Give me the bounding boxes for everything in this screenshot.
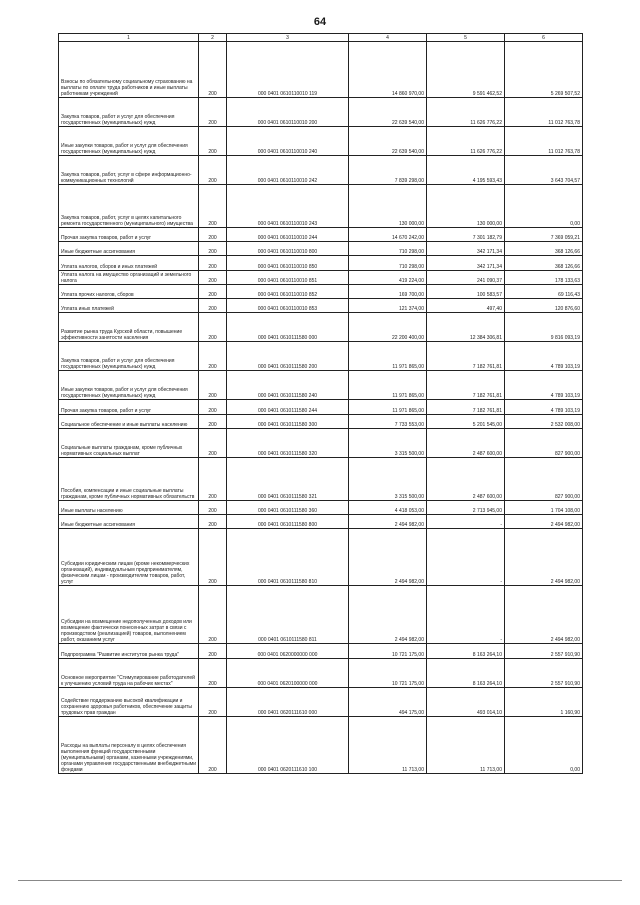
row-executed-amount-cell: 493 014,10 (427, 688, 505, 717)
row-classification-code-cell: 000 0401 0610110010 800 (227, 242, 349, 256)
row-unexecuted-amount-cell: 0,00 (505, 717, 583, 774)
table-row (59, 586, 583, 644)
row-approved-amount-cell: 494 175,00 (349, 688, 427, 717)
row-approved-amount-cell: 2 494 982,00 (349, 515, 427, 529)
row-executed-amount-cell: 8 163 264,10 (427, 644, 505, 659)
row-classification-code-cell: 000 0401 0610110010 240 (227, 127, 349, 156)
row-classification-code-cell: 000 0401 0610111580 240 (227, 371, 349, 400)
row-name-cell: Иные бюджетные ассигнования (59, 242, 199, 256)
row-executed-amount-cell: 2 713 945,00 (427, 501, 505, 515)
row-approved-amount-cell: 130 000,00 (349, 185, 427, 228)
row-executed-amount-cell: 7 182 761,81 (427, 342, 505, 371)
row-unexecuted-amount-cell: 11 012 763,78 (505, 127, 583, 156)
row-code-cell: 200 (199, 529, 227, 586)
row-approved-amount-cell: 2 494 982,00 (349, 529, 427, 586)
row-classification-code-cell: 000 0401 0610111580 811 (227, 586, 349, 644)
row-code-cell: 200 (199, 285, 227, 299)
row-unexecuted-amount-cell: 7 369 059,21 (505, 228, 583, 242)
row-name-cell: Пособия, компенсации и иные социальные выплаты гражданам, кроме публичных нормативных обязательств (59, 458, 199, 501)
row-code-cell: 200 (199, 688, 227, 717)
row-executed-amount-cell: 241 090,37 (427, 271, 505, 285)
row-approved-amount-cell: 419 224,00 (349, 271, 427, 285)
row-unexecuted-amount-cell: 368 126,66 (505, 242, 583, 256)
row-code-cell: 200 (199, 271, 227, 285)
row-classification-code-cell: 000 0401 0610111580 800 (227, 515, 349, 529)
row-approved-amount-cell: 14 670 242,00 (349, 228, 427, 242)
row-approved-amount-cell: 121 374,00 (349, 299, 427, 313)
row-classification-code-cell: 000 0401 0620111610 100 (227, 717, 349, 774)
row-approved-amount-cell: 3 315 500,00 (349, 458, 427, 501)
row-name-cell: Прочая закупка товаров, работ и услуг (59, 228, 199, 242)
row-classification-code-cell: 000 0401 0610110010 244 (227, 228, 349, 242)
row-classification-code-cell: 000 0401 0610110010 851 (227, 271, 349, 285)
row-unexecuted-amount-cell: 178 133,63 (505, 271, 583, 285)
row-unexecuted-amount-cell: 368 126,66 (505, 256, 583, 271)
row-name-cell: Иные закупки товаров, работ и услуг для обеспечения государственных (муниципальных) нужд (59, 371, 199, 400)
row-unexecuted-amount-cell: 2 557 910,90 (505, 659, 583, 688)
row-classification-code-cell: 000 0401 0610110010 850 (227, 256, 349, 271)
row-unexecuted-amount-cell: 0,00 (505, 185, 583, 228)
row-approved-amount-cell: 710 298,00 (349, 242, 427, 256)
table-row (59, 371, 583, 400)
row-name-cell: Прочая закупка товаров, работ и услуг (59, 400, 199, 415)
row-unexecuted-amount-cell: 11 012 763,78 (505, 98, 583, 127)
row-executed-amount-cell: 11 626 776,22 (427, 98, 505, 127)
table-row (59, 98, 583, 127)
row-code-cell: 200 (199, 342, 227, 371)
row-approved-amount-cell: 3 315 500,00 (349, 429, 427, 458)
row-executed-amount-cell: 497,40 (427, 299, 505, 313)
row-executed-amount-cell: 7 182 761,81 (427, 400, 505, 415)
table-row (59, 688, 583, 717)
row-code-cell: 200 (199, 98, 227, 127)
row-unexecuted-amount-cell: 120 876,60 (505, 299, 583, 313)
table-row (59, 313, 583, 342)
row-classification-code-cell: 000 0401 0610111580 300 (227, 415, 349, 429)
row-name-cell: Закупка товаров, работ и услуг для обеспечения государственных (муниципальных) нужд (59, 98, 199, 127)
table-row (59, 299, 583, 313)
row-unexecuted-amount-cell: 2 494 982,00 (505, 529, 583, 586)
row-name-cell: Развитие рынка труда Курской области, повышение эффективности занятости населения (59, 313, 199, 342)
table-header-row (59, 34, 583, 42)
table-row (59, 228, 583, 242)
row-code-cell: 200 (199, 501, 227, 515)
row-code-cell: 200 (199, 644, 227, 659)
row-name-cell: Взносы по обязательному социальному страхованию на выплаты по оплате труда работников и иные выплаты работникам учреждений (59, 42, 199, 98)
budget-table (58, 33, 583, 774)
row-code-cell: 200 (199, 415, 227, 429)
table-row (59, 156, 583, 185)
row-code-cell: 200 (199, 228, 227, 242)
row-classification-code-cell: 000 0401 0610110010 243 (227, 185, 349, 228)
row-name-cell: Основное мероприятие "Стимулирование работодателей к улучшению условий труда на рабочих местах" (59, 659, 199, 688)
table-row (59, 717, 583, 774)
row-classification-code-cell: 000 0401 0610111580 000 (227, 313, 349, 342)
page-number: 64 (313, 16, 327, 28)
table-row (59, 271, 583, 285)
row-executed-amount-cell: 8 163 264,10 (427, 659, 505, 688)
row-name-cell: Закупка товаров, работ, услуг в целях капитального ремонта государственного (муниципального) имущества (59, 185, 199, 228)
row-executed-amount-cell: 100 583,57 (427, 285, 505, 299)
row-approved-amount-cell: 7 839 298,00 (349, 156, 427, 185)
row-code-cell: 200 (199, 299, 227, 313)
row-approved-amount-cell: 169 700,00 (349, 285, 427, 299)
row-classification-code-cell: 000 0401 0610110010 119 (227, 42, 349, 98)
row-name-cell: Иные выплаты населению (59, 501, 199, 515)
row-classification-code-cell: 000 0401 0610110010 852 (227, 285, 349, 299)
row-executed-amount-cell: 342 171,34 (427, 242, 505, 256)
row-code-cell: 200 (199, 400, 227, 415)
table-row (59, 242, 583, 256)
row-unexecuted-amount-cell: 2 494 982,00 (505, 586, 583, 644)
row-unexecuted-amount-cell: 3 643 704,57 (505, 156, 583, 185)
row-unexecuted-amount-cell: 2 532 008,00 (505, 415, 583, 429)
row-approved-amount-cell: 2 494 982,00 (349, 586, 427, 644)
row-classification-code-cell: 000 0401 0610111580 320 (227, 429, 349, 458)
row-approved-amount-cell: 4 418 053,00 (349, 501, 427, 515)
row-approved-amount-cell: 11 971 865,00 (349, 342, 427, 371)
row-name-cell: Уплата налогов, сборов и иных платежей (59, 256, 199, 271)
row-approved-amount-cell: 14 860 970,00 (349, 42, 427, 98)
row-unexecuted-amount-cell: 1 160,90 (505, 688, 583, 717)
row-classification-code-cell: 000 0401 0610110010 853 (227, 299, 349, 313)
row-executed-amount-cell: 130 000,00 (427, 185, 505, 228)
row-name-cell: Расходы на выплаты персоналу в целях обеспечения выполнения функций государственными (муниципальными) органами, казенными учреждениями, органами управления государственными внебюджетными фондами (59, 717, 199, 774)
column-header: 1 (59, 34, 199, 42)
row-name-cell: Уплата прочих налогов, сборов (59, 285, 199, 299)
row-classification-code-cell: 000 0401 0610110010 200 (227, 98, 349, 127)
row-code-cell: 200 (199, 256, 227, 271)
column-header: 2 (199, 34, 227, 42)
row-name-cell: Иные закупки товаров, работ и услуг для обеспечения государственных (муниципальных) нужд (59, 127, 199, 156)
row-name-cell: Уплата налога на имущество организаций и земельного налога (59, 271, 199, 285)
table-row (59, 644, 583, 659)
row-unexecuted-amount-cell: 4 789 103,19 (505, 342, 583, 371)
row-classification-code-cell: 000 0401 0620000000 000 (227, 644, 349, 659)
row-approved-amount-cell: 10 721 175,00 (349, 659, 427, 688)
row-code-cell: 200 (199, 429, 227, 458)
row-executed-amount-cell: 12 384 306,81 (427, 313, 505, 342)
row-executed-amount-cell: 7 301 182,79 (427, 228, 505, 242)
row-executed-amount-cell: - (427, 586, 505, 644)
row-approved-amount-cell: 710 298,00 (349, 256, 427, 271)
row-classification-code-cell: 000 0401 0610111580 321 (227, 458, 349, 501)
row-approved-amount-cell: 22 200 400,00 (349, 313, 427, 342)
table-row (59, 42, 583, 98)
row-name-cell: Закупка товаров, работ, услуг в сфере информационно-коммуникационных технологий (59, 156, 199, 185)
row-unexecuted-amount-cell: 2 557 910,90 (505, 644, 583, 659)
table-row (59, 127, 583, 156)
row-approved-amount-cell: 10 721 175,00 (349, 644, 427, 659)
table-row (59, 342, 583, 371)
row-name-cell: Социальные выплаты гражданам, кроме публичных нормативных социальных выплат (59, 429, 199, 458)
table-row (59, 400, 583, 415)
row-name-cell: Субсидии на возмещение недополученных доходов или возмещение фактически понесенных затрат в связи с производством (реализацией) товаров, выполнением работ, оказанием услуг (59, 586, 199, 644)
row-code-cell: 200 (199, 156, 227, 185)
row-name-cell: Закупка товаров, работ и услуг для обеспечения государственных (муниципальных) нужд (59, 342, 199, 371)
column-header: 5 (427, 34, 505, 42)
table-row (59, 185, 583, 228)
table-row (59, 529, 583, 586)
row-unexecuted-amount-cell: 827 900,00 (505, 429, 583, 458)
row-code-cell: 200 (199, 659, 227, 688)
table-row (59, 458, 583, 501)
row-approved-amount-cell: 11 713,00 (349, 717, 427, 774)
row-code-cell: 200 (199, 717, 227, 774)
row-unexecuted-amount-cell: 4 789 103,19 (505, 371, 583, 400)
row-approved-amount-cell: 11 971 865,00 (349, 371, 427, 400)
row-classification-code-cell: 000 0401 0620111610 000 (227, 688, 349, 717)
row-approved-amount-cell: 7 733 553,00 (349, 415, 427, 429)
row-code-cell: 200 (199, 313, 227, 342)
row-name-cell: Содействие поддержанию высокой квалификации и сохранению здоровья работников, обеспечение защиты трудовых прав граждан (59, 688, 199, 717)
row-code-cell: 200 (199, 42, 227, 98)
row-executed-amount-cell: 7 182 761,81 (427, 371, 505, 400)
row-name-cell: Социальное обеспечение и иные выплаты населению (59, 415, 199, 429)
row-executed-amount-cell: 2 487 600,00 (427, 429, 505, 458)
row-unexecuted-amount-cell: 2 494 982,00 (505, 515, 583, 529)
row-executed-amount-cell: - (427, 529, 505, 586)
row-executed-amount-cell: 342 171,34 (427, 256, 505, 271)
row-executed-amount-cell: 2 487 600,00 (427, 458, 505, 501)
row-code-cell: 200 (199, 371, 227, 400)
table-row (59, 256, 583, 271)
row-unexecuted-amount-cell: 827 900,00 (505, 458, 583, 501)
table-row (59, 429, 583, 458)
row-name-cell: Подпрограмма "Развитие институтов рынка труда" (59, 644, 199, 659)
row-code-cell: 200 (199, 586, 227, 644)
row-classification-code-cell: 000 0401 0610111580 244 (227, 400, 349, 415)
row-classification-code-cell: 000 0401 0610111580 200 (227, 342, 349, 371)
row-unexecuted-amount-cell: 9 816 093,19 (505, 313, 583, 342)
row-code-cell: 200 (199, 515, 227, 529)
row-name-cell: Уплата иных платежей (59, 299, 199, 313)
row-code-cell: 200 (199, 185, 227, 228)
table-row (59, 501, 583, 515)
table-row (59, 285, 583, 299)
row-classification-code-cell: 000 0401 0610110010 242 (227, 156, 349, 185)
row-code-cell: 200 (199, 127, 227, 156)
column-header: 4 (349, 34, 427, 42)
row-name-cell: Иные бюджетные ассигнования (59, 515, 199, 529)
table-row (59, 515, 583, 529)
column-header: 6 (505, 34, 583, 42)
row-classification-code-cell: 000 0401 0620100000 000 (227, 659, 349, 688)
row-approved-amount-cell: 11 971 865,00 (349, 400, 427, 415)
row-approved-amount-cell: 22 639 540,00 (349, 127, 427, 156)
row-classification-code-cell: 000 0401 0610111580 810 (227, 529, 349, 586)
row-code-cell: 200 (199, 242, 227, 256)
page-bottom-rule (18, 880, 622, 881)
table-row (59, 415, 583, 429)
row-executed-amount-cell: 5 201 545,00 (427, 415, 505, 429)
row-name-cell: Субсидии юридическим лицам (кроме некоммерческих организаций), индивидуальным предпринимателям, физическим лицам - производителям товаров, работ, услуг (59, 529, 199, 586)
row-classification-code-cell: 000 0401 0610111580 360 (227, 501, 349, 515)
row-approved-amount-cell: 22 639 540,00 (349, 98, 427, 127)
row-unexecuted-amount-cell: 5 269 507,52 (505, 42, 583, 98)
row-unexecuted-amount-cell: 1 704 108,00 (505, 501, 583, 515)
table-row (59, 659, 583, 688)
row-code-cell: 200 (199, 458, 227, 501)
row-unexecuted-amount-cell: 69 116,43 (505, 285, 583, 299)
row-executed-amount-cell: - (427, 515, 505, 529)
row-unexecuted-amount-cell: 4 789 103,19 (505, 400, 583, 415)
row-executed-amount-cell: 11 713,00 (427, 717, 505, 774)
row-executed-amount-cell: 11 626 776,22 (427, 127, 505, 156)
row-executed-amount-cell: 9 591 462,52 (427, 42, 505, 98)
row-executed-amount-cell: 4 195 593,43 (427, 156, 505, 185)
column-header: 3 (227, 34, 349, 42)
